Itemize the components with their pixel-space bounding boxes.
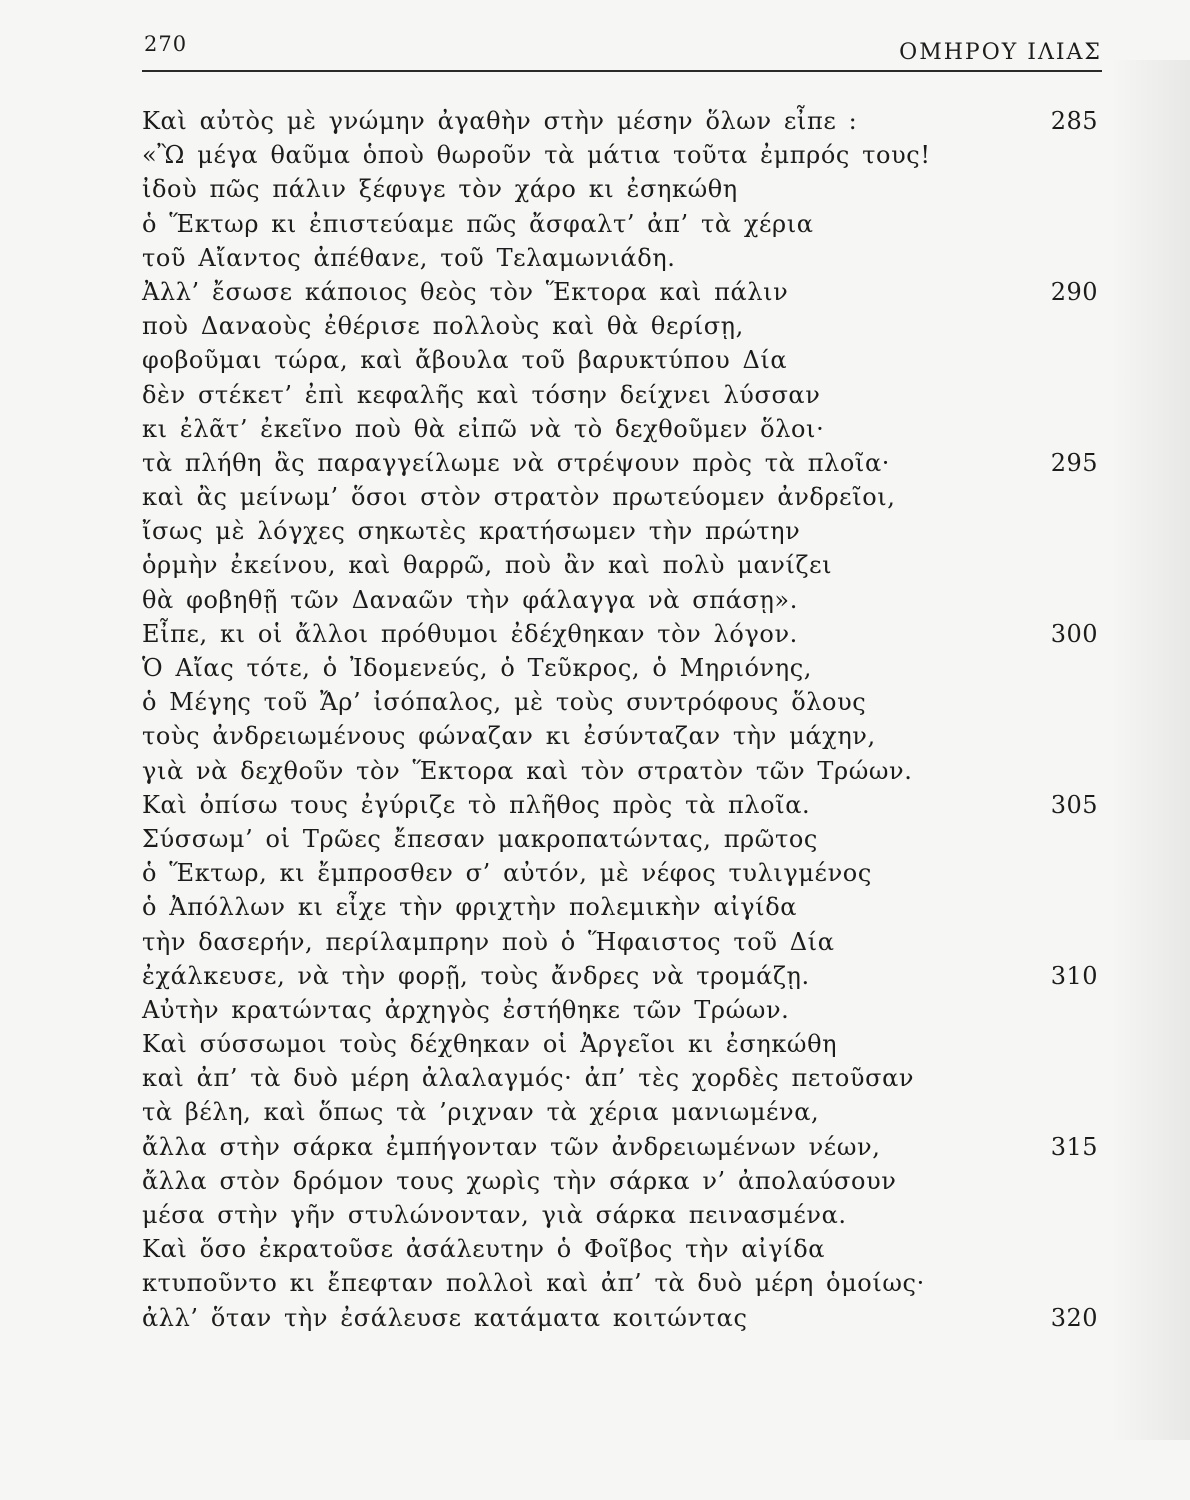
line-number: 305 [1050,790,1098,819]
verse-text: Καὶ ὅσο ἐκρατοῦσε ἀσάλευτην ὁ Φοῖβος τὴν αἰγίδα [142,1235,826,1264]
line-number: 285 [1050,107,1098,135]
verse-text: Καὶ σύσσωμοι τοὺς δέχθηκαν οἱ Ἀργεῖοι κι ἐσηκώθη [142,1030,838,1059]
verse-line [142,1164,1102,1198]
verse-text: μέσα στὴν γῆν στυλώνονταν, γιὰ σάρκα πεινασμένα. [142,1201,847,1229]
verse-text: φοβοῦμαι τώρα, καὶ ἄβουλα τοῦ βαρυκτύπου Δία [142,346,788,375]
verse-line [142,925,1102,959]
verse-line [142,172,1102,206]
verse-line [142,1027,1102,1061]
verse-text: γιὰ νὰ δεχθοῦν τὸν Ἕκτορα καὶ τὸν στρατὸν τῶν Τρώων. [142,756,913,785]
running-head: ΟΜΗΡΟΥ ΙΛΙΑΣ [899,40,1102,65]
verse-text: Καὶ αὐτὸς μὲ γνώμην ἀγαθὴν στὴν μέσην ὅλων εἶπε : [142,107,858,135]
verse-line [142,1266,1102,1300]
line-number: 320 [1050,1303,1098,1332]
verse-block [142,104,1102,1335]
verse-text: Ἀλλ’ ἔσωσε κάποιος θεὸς τὸν Ἕκτορα καὶ πάλιν [142,277,789,306]
verse-line [142,719,1102,753]
verse-text: ἀλλ’ ὅταν τὴν ἐσάλευσε κατάματα κοιτώντας [142,1303,748,1332]
verse-line [142,1232,1102,1266]
verse-text: δὲν στέκετ’ ἐπὶ κεφαλῆς καὶ τόσην δείχνει λύσσαν [142,380,821,409]
page-number: 270 [144,32,188,56]
verse-line [142,822,1102,856]
verse-line [142,583,1102,617]
verse-text: ποὺ Δαναοὺς ἐθέρισε πολλοὺς καὶ θὰ θερίσῃ, [142,312,744,341]
verse-text: Αὐτὴν κρατώντας ἀρχηγὸς ἐστήθηκε τῶν Τρώων. [142,995,790,1024]
verse-text: κι ἐλᾶτ’ ἐκεῖνο ποὺ θὰ εἰπῶ νὰ τὸ δεχθοῦμεν ὅλοι· [142,414,825,443]
line-number: 290 [1050,277,1098,306]
verse-text: τὰ πλήθη ἂς παραγγείλωμε νὰ στρέψουν πρὸς τὰ πλοῖα· [142,448,890,477]
verse-text: καὶ ἀπ’ τὰ δυὸ μέρη ἀλαλαγμός· ἀπ’ τὲς χορδὲς πετοῦσαν [142,1064,915,1093]
verse-line [142,754,1102,788]
verse-text: ἄλλα στὴν σάρκα ἐμπήγονταν τῶν ἀνδρειωμένων νέων, [142,1132,881,1161]
verse-text: Εἶπε, κι οἱ ἄλλοι πρόθυμοι ἐδέχθηκαν τὸν λόγον. [142,619,798,648]
verse-line [142,446,1102,480]
verse-line [142,1095,1102,1129]
verse-line [142,343,1102,377]
verse-text: Σύσσωμ’ οἱ Τρῶες ἔπεσαν μακροπατώντας, πρῶτος [142,824,818,853]
page-bleed-shadow [1110,60,1190,1440]
verse-text: ἰδοὺ πῶς πάλιν ξέφυγε τὸν χάρο κι ἐσηκώθη [142,175,738,204]
verse-line [142,480,1102,514]
verse-line [142,993,1102,1027]
page-header [142,30,1102,72]
verse-text: ὁρμὴν ἐκείνου, καὶ θαρρῶ, ποὺ ἂν καὶ πολὺ μανίζει [142,551,833,580]
verse-text: ἄλλα στὸν δρόμον τους χωρὶς τὴν σάρκα ν’ ἀπολαύσουν [142,1166,897,1195]
verse-text: Ὁ Αἴας τότε, ὁ Ἰδομενεύς, ὁ Τεῦκρος, ὁ Μηριόνης, [142,654,812,682]
verse-text: τοὺς ἀνδρειωμένους φώναζαν κι ἐσύνταζαν τὴν μάχην, [142,722,876,751]
line-number: 315 [1050,1132,1098,1161]
verse-line [142,514,1102,548]
verse-line [142,104,1102,138]
verse-text: ὁ Ἕκτωρ, κι ἔμπροσθεν σ’ αὐτόν, μὲ νέφος τυλιγμένος [142,859,872,888]
verse-line [142,1061,1102,1095]
verse-line [142,1301,1102,1335]
verse-line [142,207,1102,241]
verse-text: Καὶ ὀπίσω τους ἐγύριζε τὸ πλῆθος πρὸς τὰ πλοῖα. [142,790,811,819]
line-number: 295 [1050,448,1098,477]
verse-line [142,138,1102,172]
verse-line [142,548,1102,582]
verse-text: θὰ φοβηθῇ τῶν Δαναῶν τὴν φάλαγγα νὰ σπάσῃ». [142,585,798,614]
verse-line [142,856,1102,890]
verse-text: ὁ Μέγης τοῦ Ἄρ’ ἰσόπαλος, μὲ τοὺς συντρόφους ὅλους [142,688,867,717]
verse-text: τοῦ Αἴαντος ἀπέθανε, τοῦ Τελαμωνιάδη. [142,243,676,272]
verse-line [142,241,1102,275]
line-number: 310 [1050,961,1098,990]
verse-line [142,788,1102,822]
verse-text: ἐχάλκευσε, νὰ τὴν φορῇ, τοὺς ἄνδρες νὰ τρομάζῃ. [142,961,810,990]
line-number: 300 [1050,619,1098,648]
verse-text: καὶ ἂς μείνωμ’ ὅσοι στὸν στρατὸν πρωτεύομεν ἀνδρεῖοι, [142,483,896,512]
verse-text: τὰ βέλη, καὶ ὅπως τὰ ’ριχναν τὰ χέρια μανιωμένα, [142,1098,820,1127]
verse-line [142,890,1102,924]
verse-text: κτυποῦντο κι ἔπεφταν πολλοὶ καὶ ἀπ’ τὰ δυὸ μέρη ὁμοίως· [142,1269,925,1298]
verse-text: «Ὢ μέγα θαῦμα ὁποὺ θωροῦν τὰ μάτια τοῦτα ἐμπρός τους! [142,141,931,170]
verse-line [142,651,1102,685]
verse-line [142,685,1102,719]
verse-text: ὁ Ἕκτωρ κι ἐπιστεύαμε πῶς ἄσφαλτ’ ἀπ’ τὰ χέρια [142,209,814,238]
verse-line [142,378,1102,412]
verse-line [142,1198,1102,1232]
verse-line [142,309,1102,343]
verse-line [142,617,1102,651]
verse-line [142,1130,1102,1164]
verse-text: ὁ Ἀπόλλων κι εἶχε τὴν φριχτὴν πολεμικὴν αἰγίδα [142,893,798,922]
verse-line [142,275,1102,309]
verse-line [142,959,1102,993]
verse-text: τὴν δασερήν, περίλαμπρην ποὺ ὁ Ἥφαιστος τοῦ Δία [142,927,835,956]
verse-text: ἴσως μὲ λόγχες σηκωτὲς κρατήσωμεν τὴν πρώτην [142,517,801,546]
verse-line [142,412,1102,446]
